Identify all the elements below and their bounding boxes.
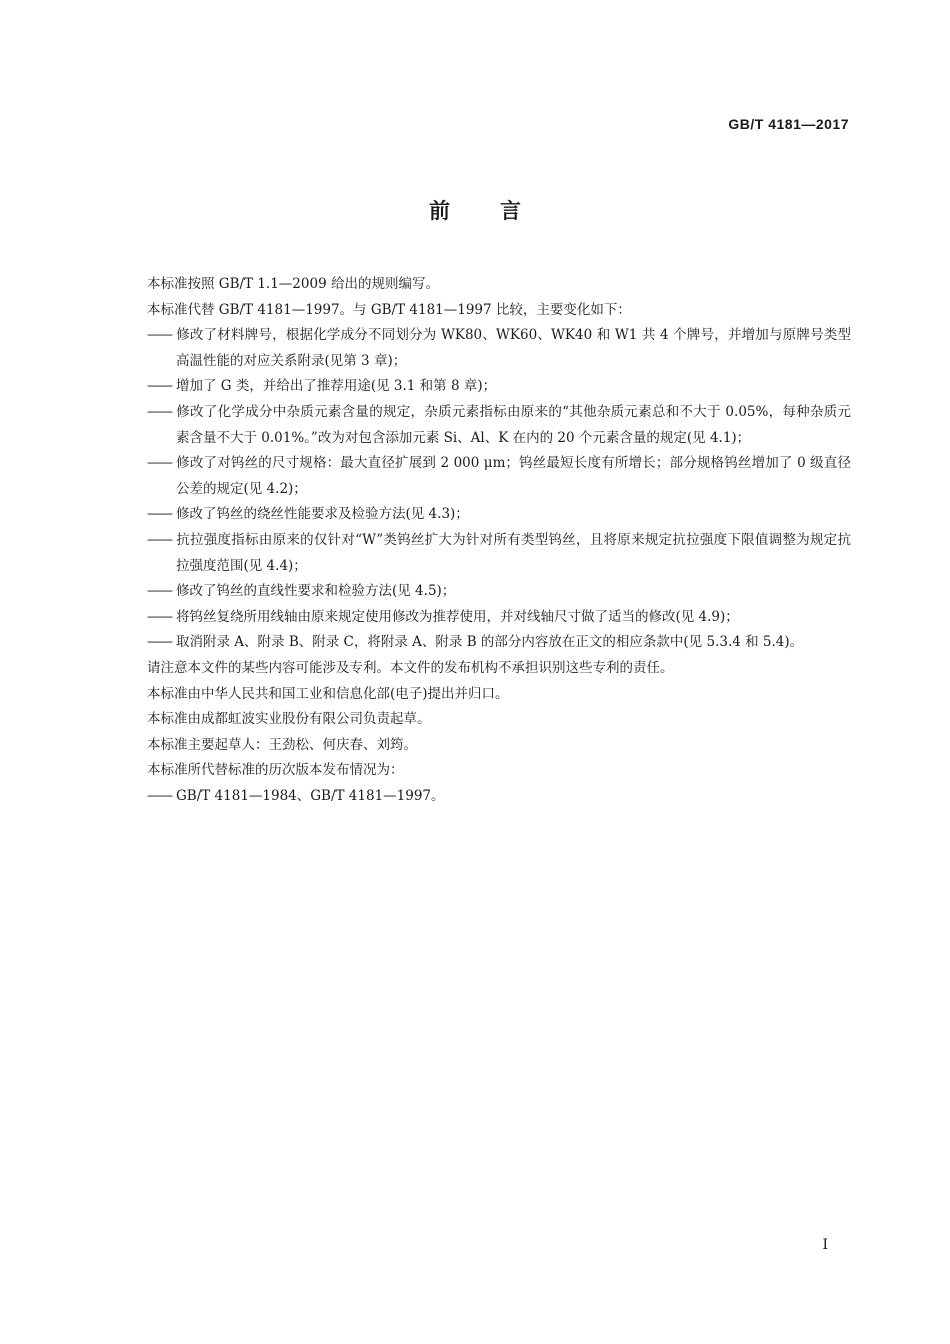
list-item-text: 修改了材料牌号，根据化学成分不同划分为 WK80、WK60、WK40 和 W1 共 4 个牌号，并增加与原牌号类型高温性能的对应关系附录(见第 3 章)；: [176, 327, 851, 369]
paragraph: 本标准按照 GB/T 1.1—2009 给出的规则编写。: [147, 276, 439, 292]
dash-marker: ——: [147, 327, 172, 344]
paragraph: 本标准主要起草人：王劲松、何庆春、刘筠。: [147, 736, 417, 753]
paragraph: 本标准所代替标准的历次版本发布情况为：: [147, 762, 404, 779]
list-item: [147, 579, 851, 605]
paragraph: 本标准代替 GB/T 4181—1997。与 GB/T 4181—1997 比较，主要变化如下：: [147, 301, 631, 318]
standard-number: GB/T 4181—2017: [728, 116, 849, 132]
page-title: 前言: [429, 199, 571, 223]
paragraph: 本标准由成都虹波实业股份有限公司负责起草。: [147, 711, 431, 728]
list-item: [147, 630, 851, 656]
dash-marker: ——: [147, 608, 172, 625]
list-item-text: 抗拉强度指标由原来的仅针对“W”类钨丝扩大为针对所有类型钨丝，且将原来规定抗拉强度下限值调整为规定抗拉强度范围(见 4.4)；: [176, 531, 851, 574]
list-item: [147, 502, 851, 528]
dash-marker: ——: [147, 787, 172, 804]
list-item-text: 取消附录 A、附录 B、附录 C，将附录 A、附录 B 的部分内容放在正文的相应条款中(见 5.3.4 和 5.4)。: [176, 634, 804, 651]
dash-marker: ——: [147, 531, 172, 548]
list-item: [147, 528, 851, 579]
page-number: I: [822, 1237, 828, 1253]
list-item-text: 修改了钨丝的绕丝性能要求及检验方法(见 4.3)；: [176, 506, 469, 523]
list-item: [147, 374, 851, 400]
list-item-text: 将钨丝复绕所用线轴由原来规定使用修改为推荐使用，并对线轴尺寸做了适当的修改(见 4.9)；: [176, 608, 739, 625]
list-item: [147, 323, 851, 374]
document-body: [147, 272, 851, 809]
list-item-text: 修改了钨丝的直线性要求和检验方法(见 4.5)；: [176, 583, 456, 600]
dash-marker: ——: [147, 634, 172, 651]
paragraph: 本标准由中华人民共和国工业和信息化部(电子)提出并归口。: [147, 685, 509, 702]
list-item-text: 增加了 G 类，并给出了推荐用途(见 3.1 和第 8 章)；: [176, 378, 497, 395]
paragraph: 请注意本文件的某些内容可能涉及专利。本文件的发布机构不承担识别这些专利的责任。: [147, 659, 674, 676]
list-item-text: 修改了化学成分中杂质元素含量的规定，杂质元素指标由原来的“其他杂质元素总和不大于 0.05%，每种杂质元素含量不大于 0.01%。”改为对包含添加元素 Si、Al、K 在内的 20 个元素含量的规定(见 4.1)；: [176, 403, 851, 446]
dash-marker: ——: [147, 378, 172, 395]
list-item-text: 修改了对钨丝的尺寸规格：最大直径扩展到 2 000 μm；钨丝最短长度有所增长；部分规格钨丝增加了 0 级直径公差的规定(见 4.2)；: [176, 455, 851, 497]
history-item-text: GB/T 4181—1984、GB/T 4181—1997。: [176, 787, 445, 804]
list-item: [147, 605, 851, 631]
dash-marker: ——: [147, 455, 172, 472]
dash-marker: ——: [147, 583, 172, 600]
list-item: [147, 400, 851, 451]
list-item: [147, 451, 851, 502]
dash-marker: ——: [147, 506, 172, 523]
history-item: [147, 784, 851, 810]
dash-marker: ——: [147, 403, 172, 420]
